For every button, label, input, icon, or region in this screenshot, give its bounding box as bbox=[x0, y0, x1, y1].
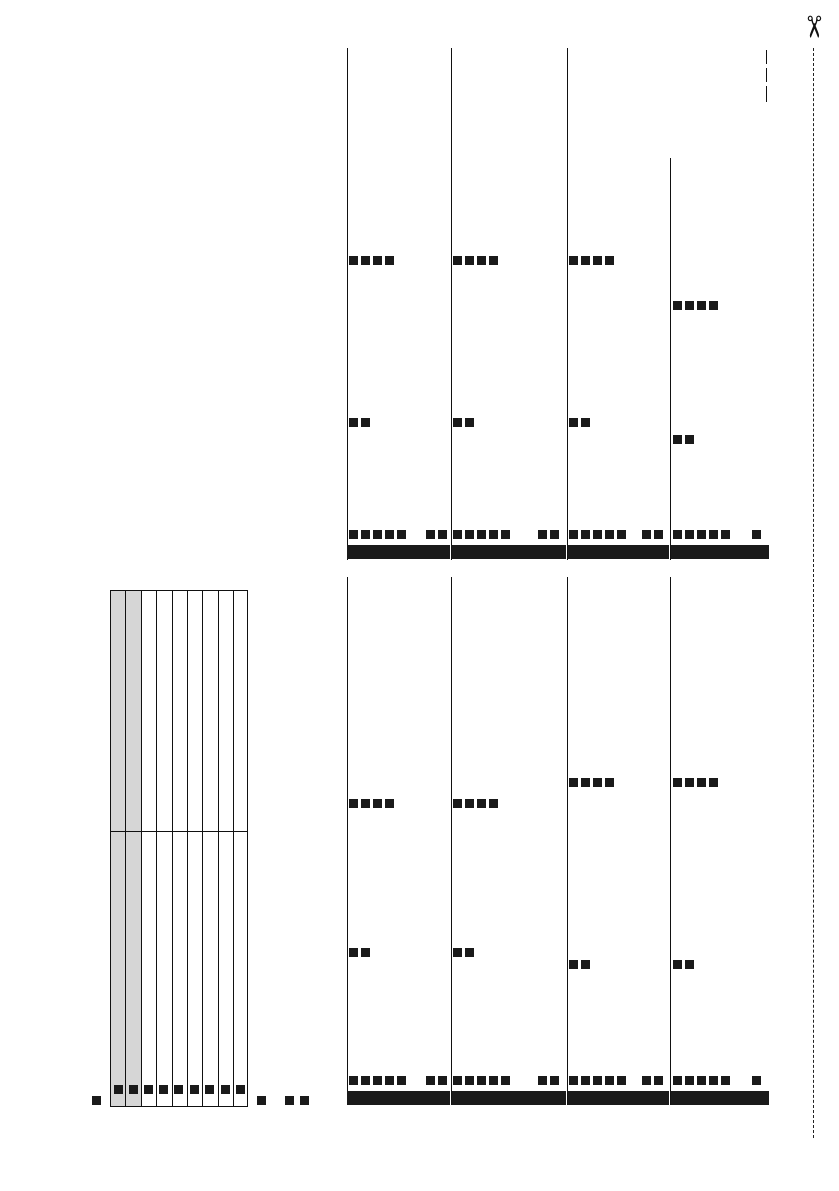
table-column bbox=[142, 591, 157, 1106]
table-cell-mark bbox=[300, 1096, 309, 1105]
table-cell-mark bbox=[190, 1085, 199, 1094]
panel-top-3-subheading bbox=[569, 418, 593, 437]
panel-bottom-2-band bbox=[452, 1091, 566, 1105]
panel-bottom-4-band bbox=[671, 1091, 769, 1105]
panel-bottom-3-band bbox=[568, 1091, 669, 1105]
panel-bottom-2-heading bbox=[453, 799, 501, 818]
panel-top-1-band bbox=[347, 545, 450, 559]
table-column bbox=[234, 591, 248, 1106]
panel-top-4-subheading bbox=[673, 435, 697, 454]
scissors-icon: ✂ bbox=[795, 14, 831, 40]
table-cell-mark bbox=[129, 1085, 138, 1094]
table-column bbox=[111, 591, 126, 1106]
panel-top-1-heading bbox=[349, 256, 397, 275]
panel-bottom-2-subheading bbox=[453, 948, 477, 967]
table-cell-mark bbox=[114, 1085, 123, 1094]
panel-bottom-4-heading bbox=[673, 778, 721, 797]
panel-top-3-heading bbox=[569, 256, 617, 275]
panel-divider bbox=[567, 577, 568, 1105]
panel-top-3-band bbox=[568, 545, 669, 559]
cut-line bbox=[813, 48, 814, 1138]
page-number-marker bbox=[762, 50, 772, 102]
table-cell-mark bbox=[174, 1085, 183, 1094]
spec-table bbox=[110, 590, 248, 1107]
panel-top-2-band bbox=[452, 545, 566, 559]
table-cell-mark bbox=[221, 1085, 230, 1094]
panel-top-2-heading bbox=[453, 256, 501, 275]
panel-top-4-heading bbox=[673, 301, 721, 320]
table-column bbox=[219, 591, 234, 1106]
table-column bbox=[173, 591, 188, 1106]
panel-divider bbox=[567, 48, 568, 560]
table-column bbox=[188, 591, 203, 1106]
table-divider bbox=[111, 831, 247, 832]
panel-bottom-1-band bbox=[347, 1091, 450, 1105]
panel-top-4-band bbox=[671, 545, 769, 559]
table-cell-mark bbox=[205, 1085, 214, 1094]
panel-top-1-subheading bbox=[349, 418, 373, 437]
table-cell-mark bbox=[236, 1085, 245, 1094]
table-column bbox=[157, 591, 173, 1106]
panel-divider bbox=[670, 158, 671, 560]
panel-bottom-3-subheading bbox=[569, 960, 593, 979]
table-row-label bbox=[92, 1096, 101, 1105]
panel-divider bbox=[451, 577, 452, 1105]
table-cell-mark bbox=[285, 1096, 294, 1105]
panel-divider bbox=[347, 577, 348, 1105]
table-cell-mark bbox=[144, 1085, 153, 1094]
panel-divider bbox=[451, 48, 452, 560]
table-column bbox=[126, 591, 142, 1106]
panel-divider bbox=[670, 577, 671, 1105]
panel-bottom-4-subheading bbox=[673, 960, 697, 979]
panel-bottom-3-heading bbox=[569, 778, 617, 797]
panel-bottom-1-heading bbox=[349, 799, 397, 818]
panel-divider bbox=[347, 48, 348, 560]
panel-top-2-subheading bbox=[453, 418, 477, 437]
panel-bottom-1-subheading bbox=[349, 948, 373, 967]
table-cell-mark bbox=[159, 1085, 168, 1094]
table-column bbox=[203, 591, 219, 1106]
table-cell-mark bbox=[257, 1096, 266, 1105]
